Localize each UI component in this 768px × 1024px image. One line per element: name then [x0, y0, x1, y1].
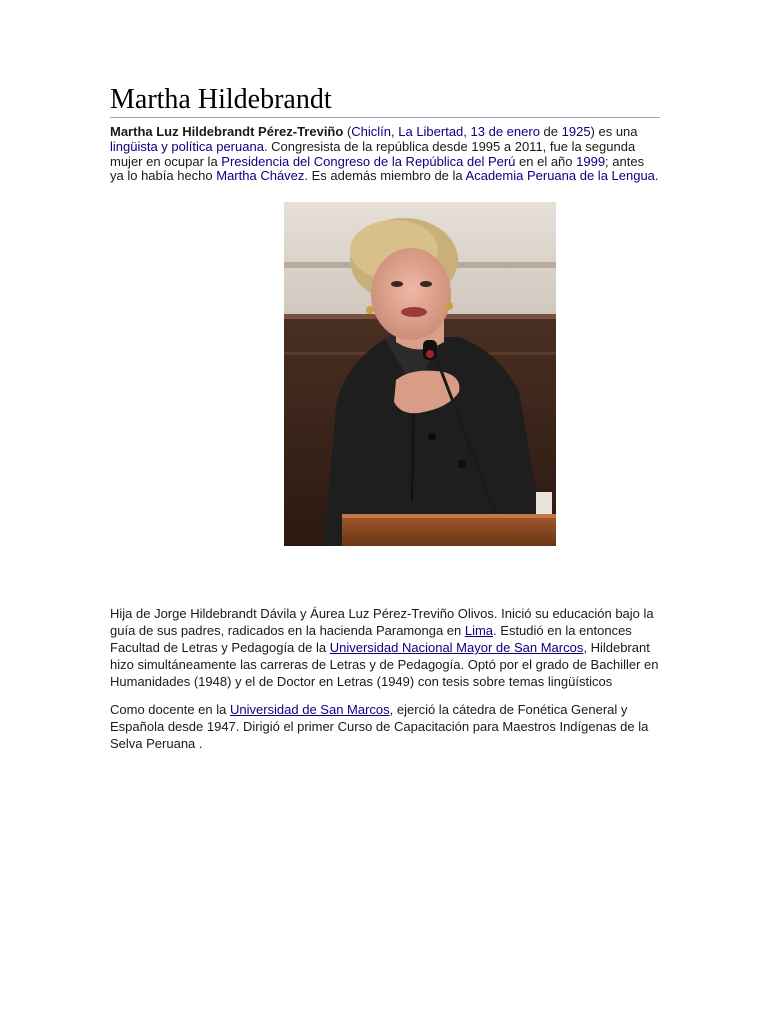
text-run: . Estudió en la entonces Facultad de Letras y Pedagogía de la — [110, 623, 632, 655]
link-congress-presidency[interactable]: Presidencia del Congreso de la República del Perú — [221, 153, 516, 169]
text-run: , Hildebrant hizo simultáneamente las carreras de Letras y de Pedagogía. Optó por el grado de Bachiller en Humanidades (1948) y el de Doctor en Letras (1949) con tesis sobre temas lingüísticos — [110, 640, 659, 689]
text-run: . — [654, 168, 659, 184]
article-header — [110, 84, 660, 184]
portrait-photo — [284, 202, 556, 546]
link-birth-date[interactable]: 13 de enero — [470, 124, 540, 139]
link-birthplace[interactable]: Chiclín, La Libertad — [351, 124, 464, 139]
text-run: Hija de Jorge Hildebrandt Dávila y Áurea Luz Pérez-Treviño Olivos. Inició su educación bajo la guía de sus padres, radicados en la hacienda Paramonga en — [110, 606, 654, 638]
link-lima[interactable]: Lima — [464, 623, 494, 638]
teaching-paragraph — [110, 701, 660, 752]
text-run: ) es una — [590, 124, 638, 139]
subject-full-name: Martha Luz Hildebrandt Pérez-Treviño — [110, 124, 344, 139]
link-unmsm[interactable]: Universidad Nacional Mayor de San Marcos — [329, 640, 584, 655]
article-body — [110, 605, 660, 763]
link-year-1999[interactable]: 1999 — [576, 153, 606, 169]
text-run: Como docente en la — [110, 702, 230, 717]
biography-paragraph — [110, 605, 660, 690]
text-run: en el año — [515, 153, 577, 169]
link-academia[interactable]: Academia Peruana de la Lengua — [465, 168, 655, 184]
text-run: . Es además miembro de la — [304, 168, 466, 184]
link-martha-chavez[interactable]: Martha Chávez — [216, 168, 305, 184]
link-universidad-san-marcos[interactable]: Universidad de San Marcos — [229, 702, 390, 717]
text-run: , ejerció la cátedra de Fonética General y Española desde 1947. Dirigió el primer Curso de Capacitación para Maestros Indígenas de la Selva Peruana . — [110, 702, 649, 751]
link-profession[interactable]: lingüista y política peruana — [110, 138, 264, 154]
link-birth-year[interactable]: 1925 — [561, 124, 591, 139]
text-run: de — [539, 124, 562, 139]
page-title: Martha Hildebrandt — [110, 84, 660, 118]
text-run: , — [463, 124, 471, 139]
text-run: ( — [343, 124, 352, 139]
intro-paragraph — [110, 125, 660, 184]
text-run: . Congresista de la república desde 1995 a 2011, fue la segunda mujer en ocupar la — [110, 138, 636, 169]
text-run: ; antes ya lo había hecho — [110, 153, 645, 184]
portrait-illustration — [284, 202, 556, 546]
